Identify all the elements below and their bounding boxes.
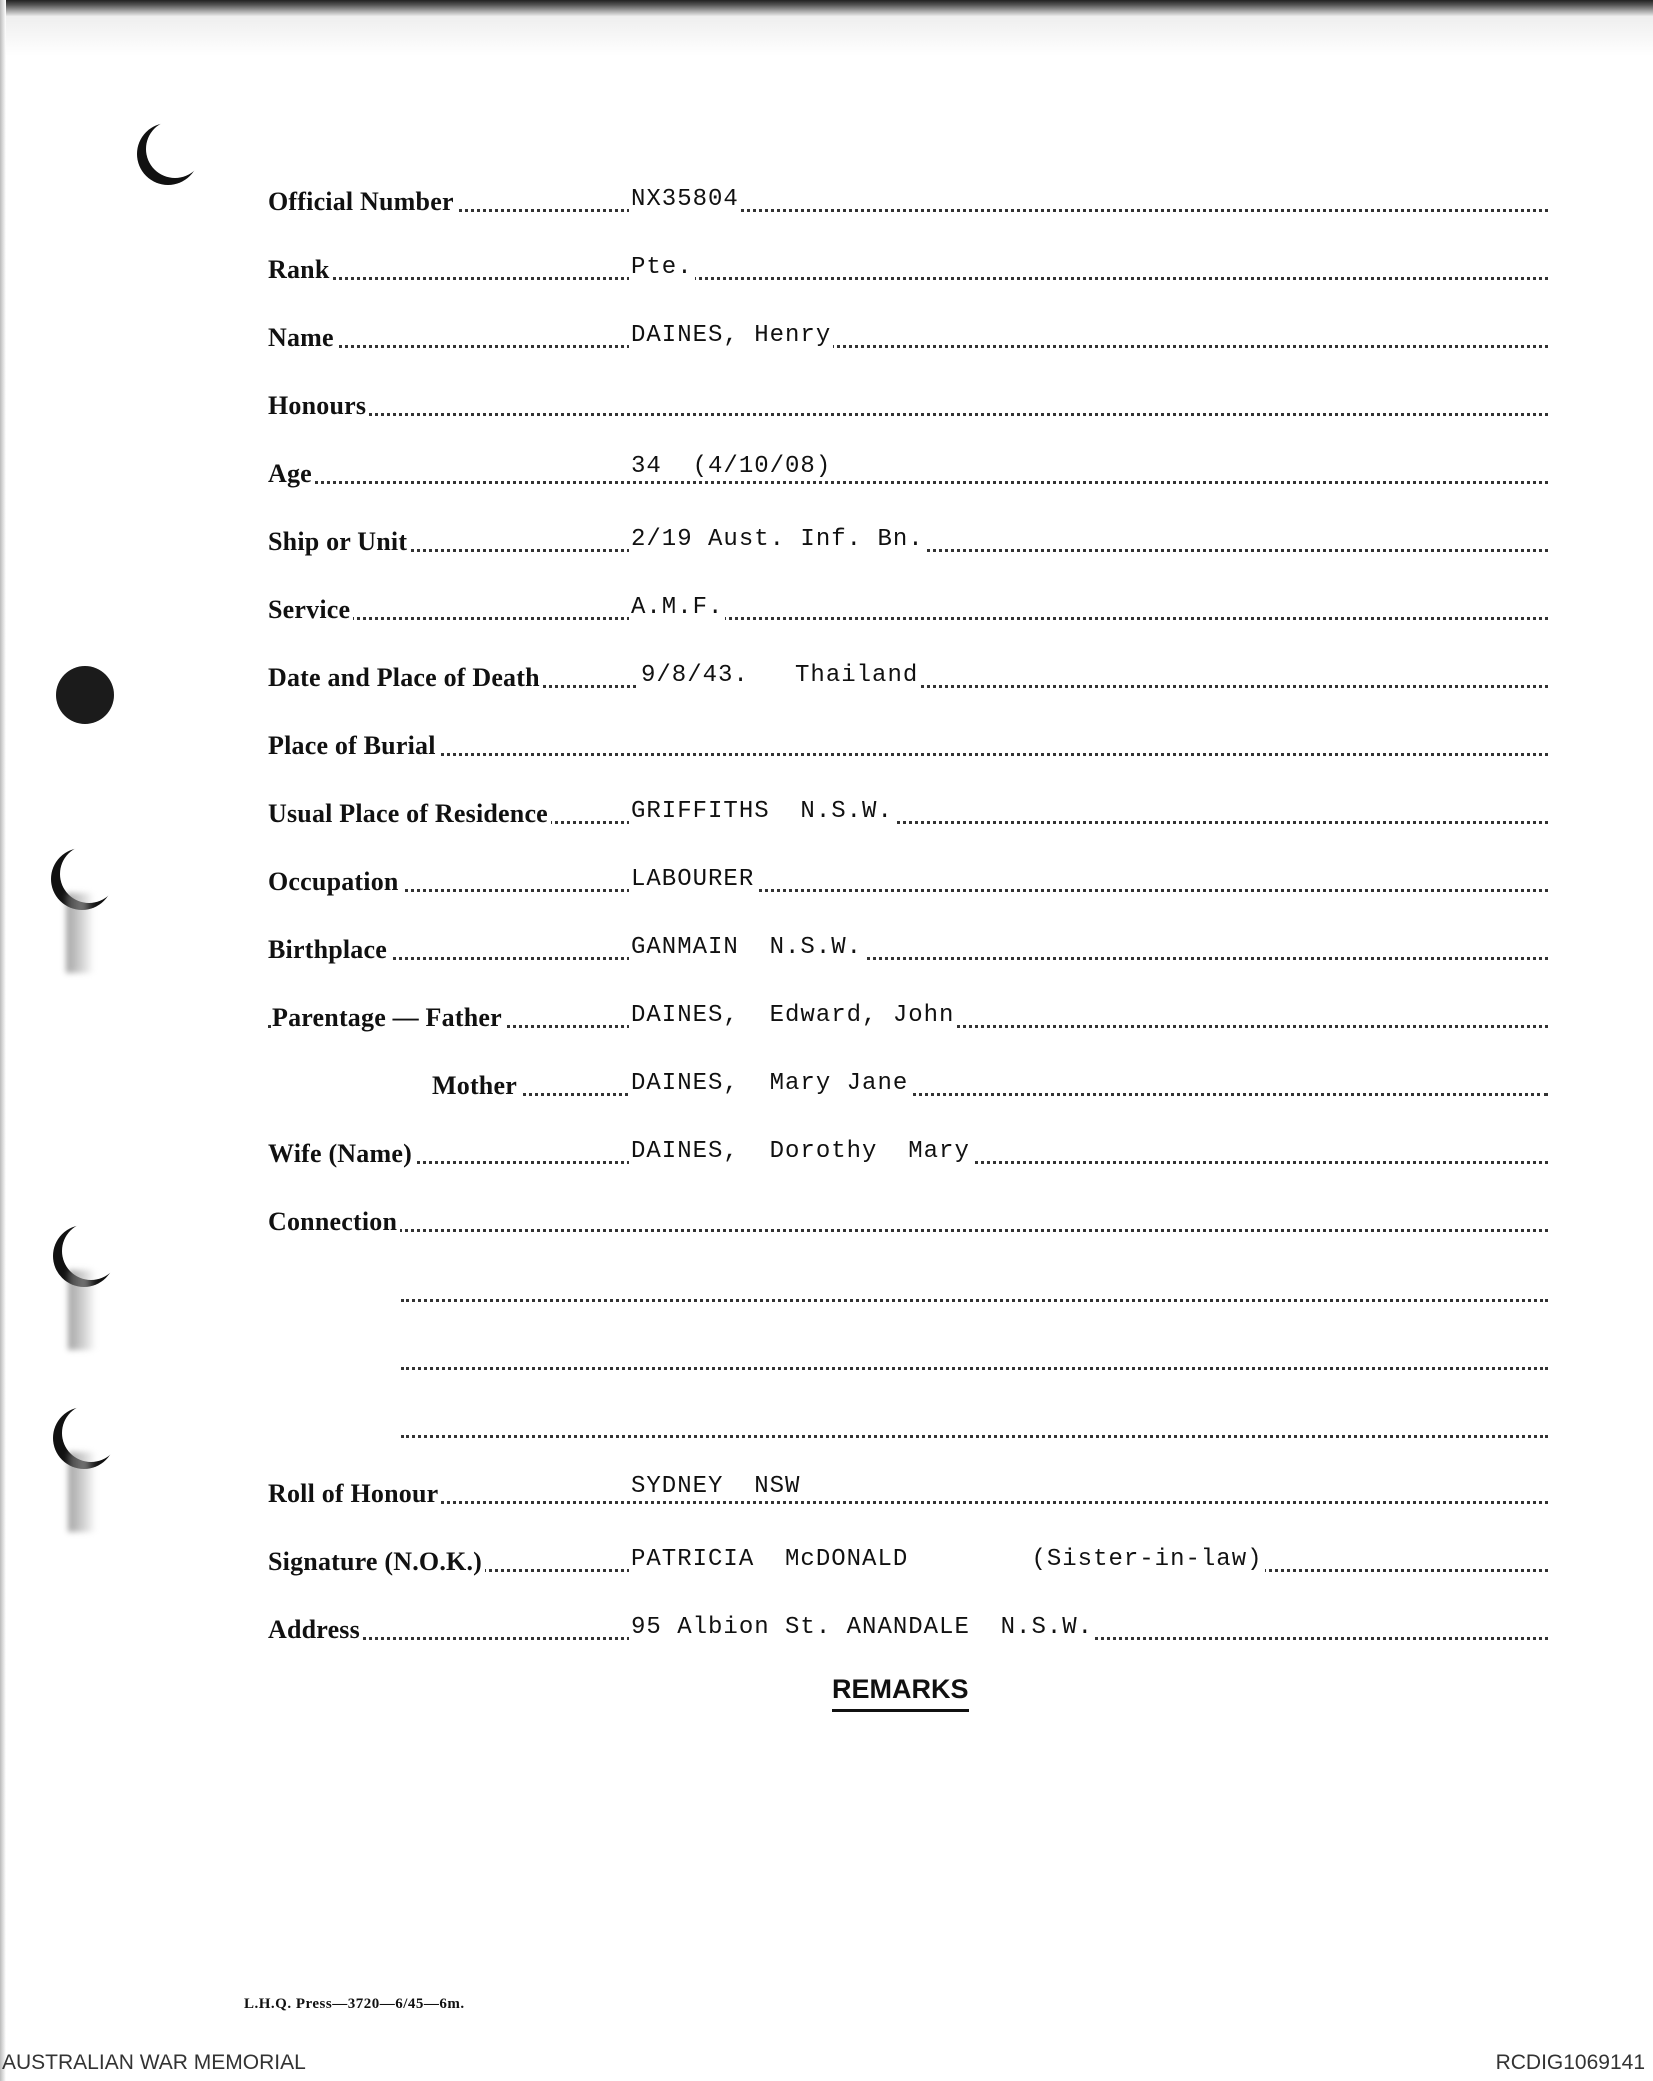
field-parentage-mother [268,1060,1548,1106]
field-signature-nok [268,1536,1548,1582]
archive-id: RCDIG1069141 [1495,2051,1645,2074]
field-label: Official Number [268,187,457,217]
field-label: Place of Burial [268,731,439,761]
field-rank [268,244,1548,290]
connection-blank-line [401,1431,1548,1438]
field-value: GRIFFITHS N.S.W. [631,798,893,825]
field-usual-residence [268,788,1548,834]
field-value: 95 Albion St. ANANDALE N.S.W. [631,1614,1094,1641]
field-name [268,312,1548,358]
field-service [268,584,1548,630]
field-label: Date and Place of Death [268,663,543,693]
field-label: Occupation [268,867,402,897]
field-label: Name [268,323,337,353]
field-value: 2/19 Aust. Inf. Bn. [631,526,924,553]
scan-top-edge [0,0,1653,16]
field-value: DAINES, Henry [631,322,832,349]
field-occupation [268,856,1548,902]
field-value: PATRICIA McDONALD (Sister-in-law) [631,1546,1263,1573]
field-value: 9/8/43. Thailand [641,662,919,689]
press-mark: L.H.Q. Press—3720—6/45—6m. [244,1996,465,2012]
connection-blank-line [401,1363,1548,1370]
field-label: Ship or Unit [268,527,410,557]
field-value: 34 (4/10/08) [631,453,832,480]
field-official-number [268,176,1548,222]
field-label: Usual Place of Residence [268,799,551,829]
field-label: Roll of Honour [268,1479,441,1509]
field-label: Signature (N.O.K.) [268,1547,485,1577]
field-ship-or-unit [268,516,1548,562]
field-roll-of-honour [268,1468,1548,1514]
scan-top-shadow [0,16,1653,56]
field-label: Birthplace [268,935,390,965]
field-place-of-burial [268,720,1548,766]
field-label: Mother [432,1071,520,1101]
field-label: Parentage — Father [272,1003,505,1033]
field-label: Address [268,1615,363,1645]
field-label: Service [268,595,353,625]
field-label: Wife (Name) [268,1139,415,1169]
field-label: Honours [268,391,369,421]
field-value: A.M.F. [631,594,724,621]
field-parentage-father [268,992,1548,1038]
field-birthplace [268,924,1548,970]
field-value: LABOURER [631,866,755,893]
field-value: NX35804 [631,186,739,213]
field-value: DAINES, Dorothy Mary [631,1138,970,1165]
field-label: Connection [268,1207,400,1237]
remarks-heading: REMARKS [832,1674,969,1712]
field-honours [268,380,1548,426]
field-wife-name [268,1128,1548,1174]
connection-blank-line [401,1295,1548,1302]
field-connection [268,1196,1548,1242]
field-value: Pte. [631,254,693,281]
field-value: SYDNEY NSW [631,1473,801,1500]
field-date-place-of-death [268,652,1548,698]
field-label: Age [268,459,315,489]
archive-credit: AUSTRALIAN WAR MEMORIAL [2,2051,306,2074]
field-age [268,448,1548,494]
scan-left-edge [0,0,6,2081]
field-value: DAINES, Edward, John [631,1002,955,1029]
field-value: GANMAIN N.S.W. [631,934,863,961]
field-label: Rank [268,255,333,285]
field-value: DAINES, Mary Jane [631,1070,909,1097]
field-address [268,1604,1548,1650]
